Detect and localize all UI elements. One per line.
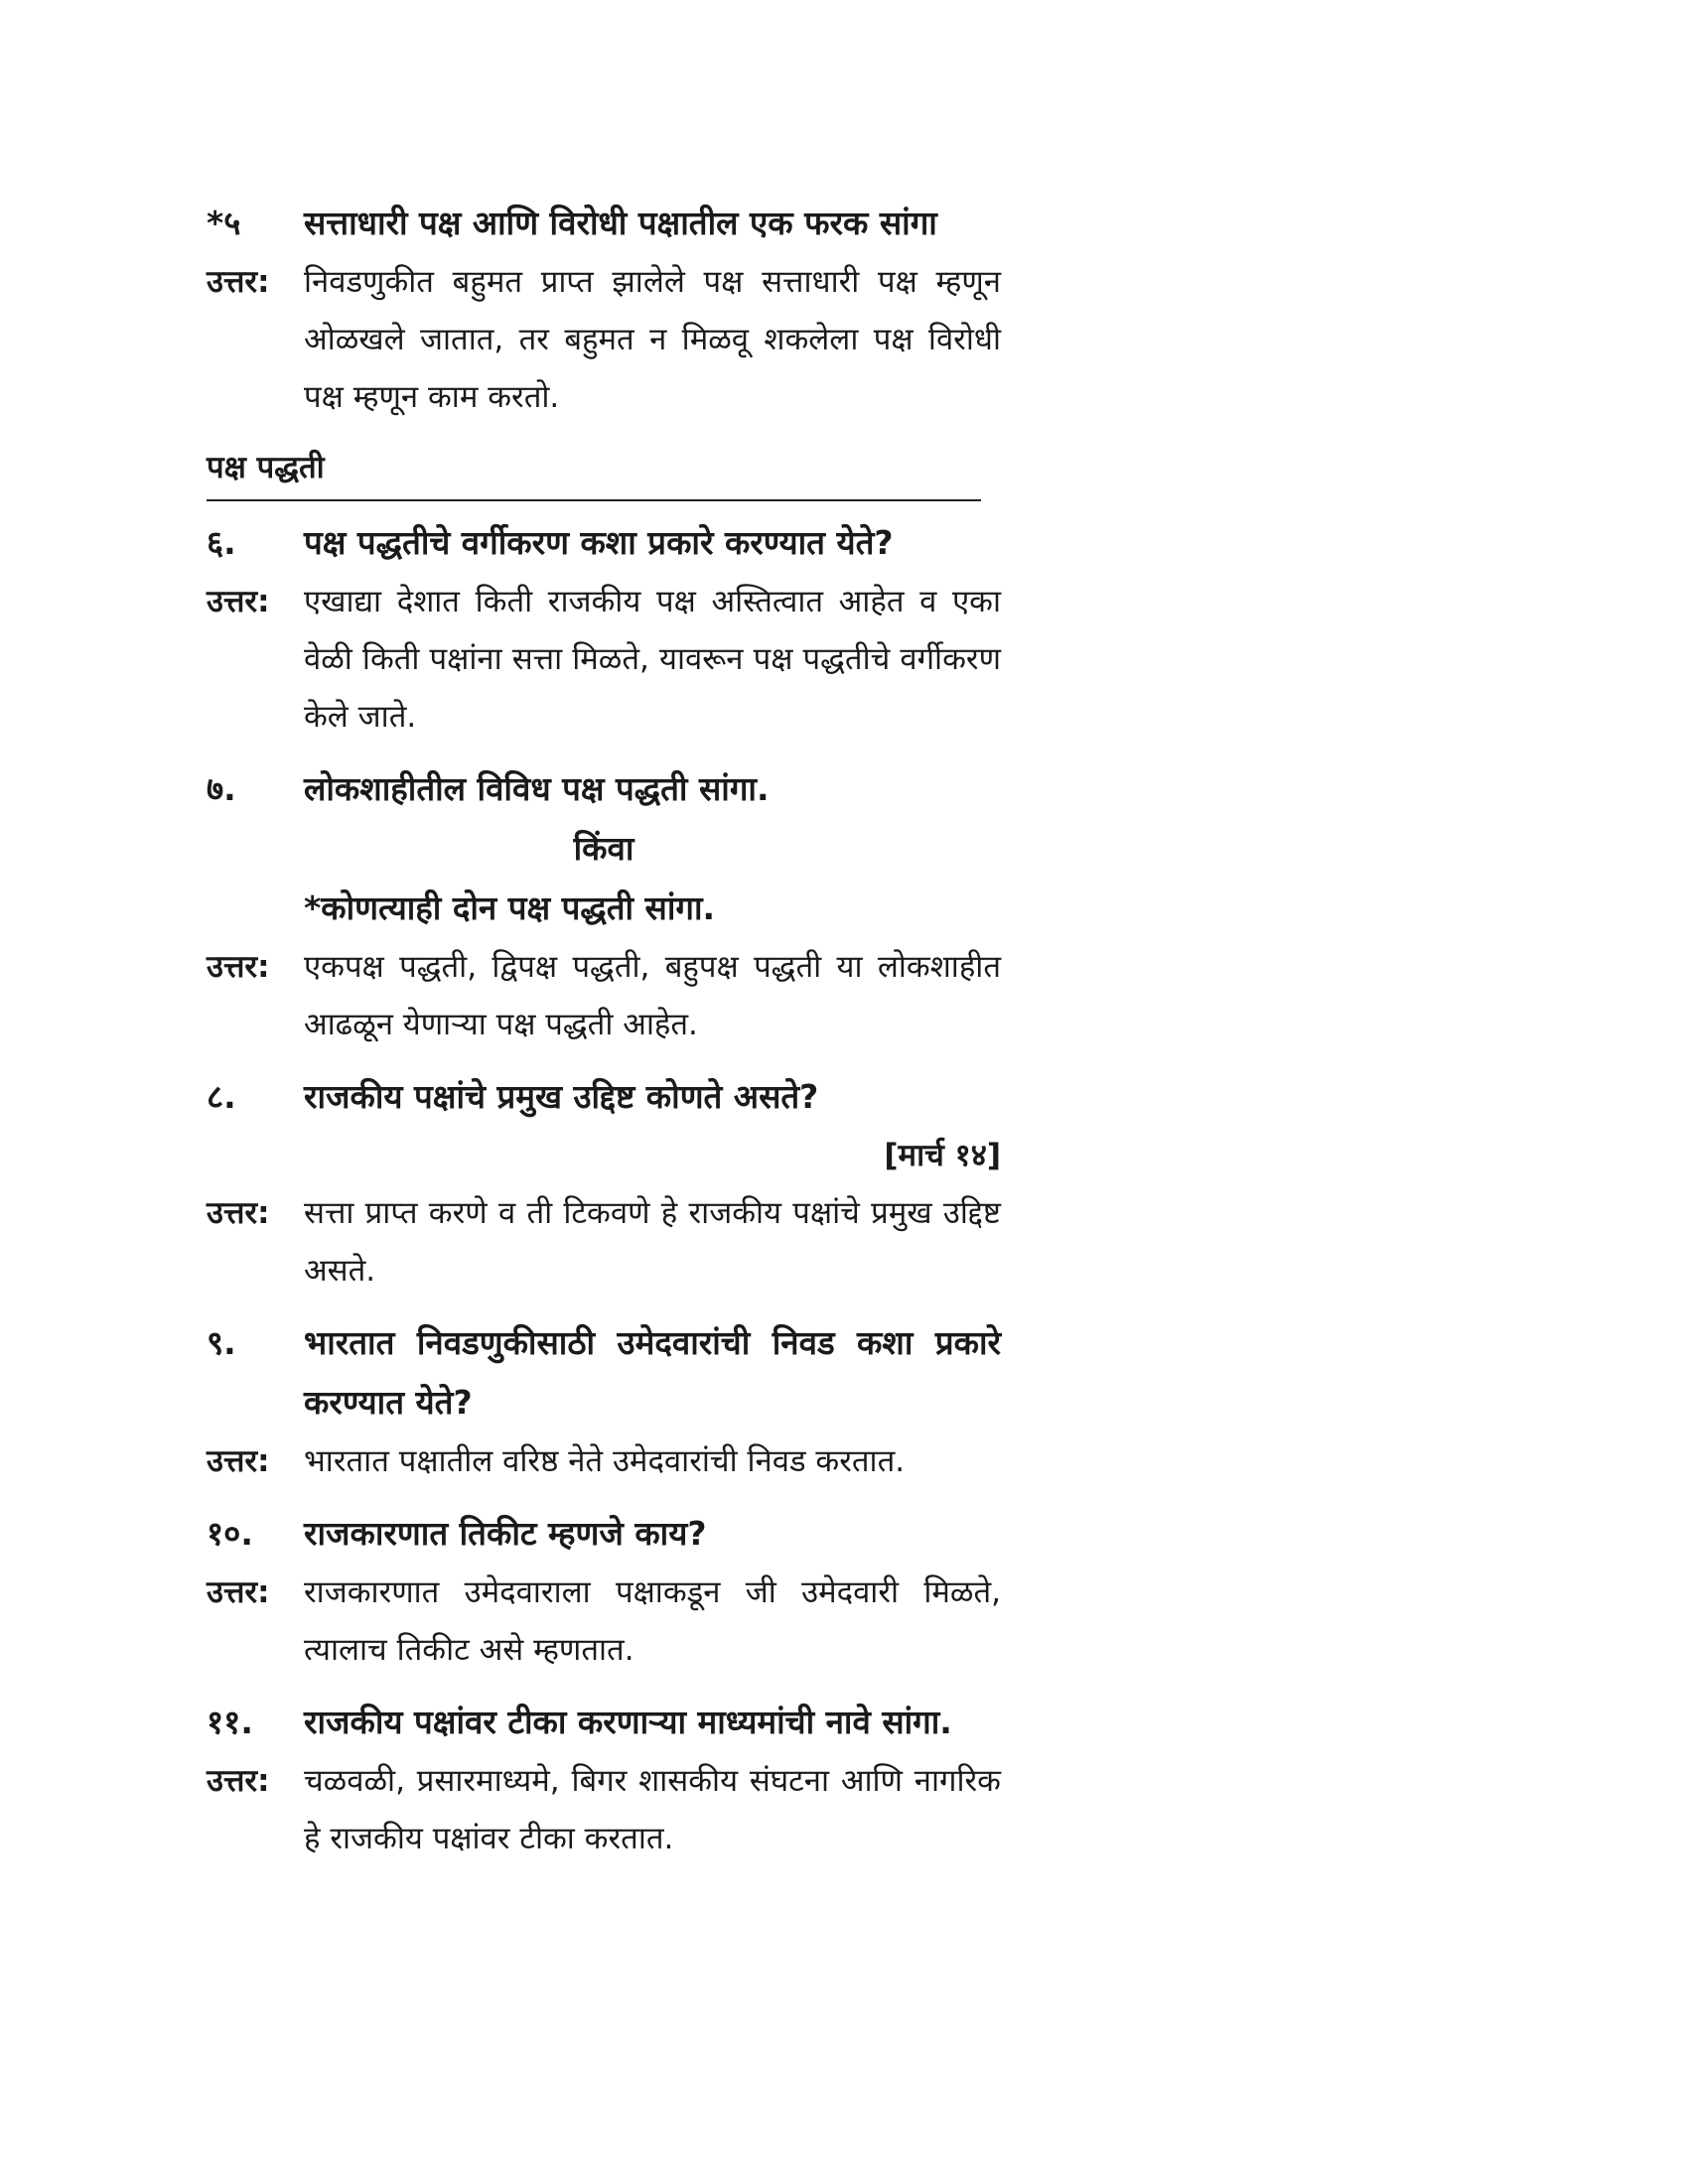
question-text: भारतात निवडणुकीसाठी उमेदवारांची निवड कशा प्रकारे करण्यात येते? xyxy=(304,1323,1001,1422)
question xyxy=(207,194,1001,253)
answer-label: उत्तर: xyxy=(207,264,270,300)
question-text: सत्ताधारी पक्ष आणि विरोधी पक्षातील एक फरक सांगा xyxy=(304,204,937,242)
answer-label: उत्तर: xyxy=(207,1195,270,1231)
question-number: १०. xyxy=(207,1514,253,1553)
question-text: राजकारणात तिकीट म्हणजे काय? xyxy=(304,1514,707,1553)
answer-text: भारतात पक्षातील वरिष्ठ नेते उमेदवारांची निवड करतात. xyxy=(304,1443,906,1479)
qa-block-10 xyxy=(207,1504,1001,1679)
question-number: ९. xyxy=(207,1323,236,1362)
question-number: ७. xyxy=(207,769,236,808)
answer-label: उत्तर: xyxy=(207,584,270,619)
qa-block-8 xyxy=(207,1067,1001,1299)
answer xyxy=(207,573,1001,746)
document-page xyxy=(207,194,1001,1881)
question-text: पक्ष पद्धतीचे वर्गीकरण कशा प्रकारे करण्यात येते? xyxy=(304,523,894,562)
answer-label: उत्तर: xyxy=(207,949,270,985)
answer xyxy=(207,1752,1001,1867)
question-text: राजकीय पक्षांचे प्रमुख उद्दिष्ट कोणते असते? xyxy=(304,1077,819,1116)
answer-text: राजकारणात उमेदवाराला पक्षाकडून जी उमेदवारी मिळते, त्यालाच तिकीट असे म्हणतात. xyxy=(304,1574,1001,1668)
answer-text: चळवळी, प्रसारमाध्यमे, बिगर शासकीय संघटना आणि नागरिक हे राजकीय पक्षांवर टीका करतात. xyxy=(304,1763,1001,1856)
section-divider xyxy=(207,499,981,501)
answer xyxy=(207,1184,1001,1299)
qa-block-7 xyxy=(207,759,1001,1053)
question-number: *५ xyxy=(207,204,241,242)
section-title: पक्ष पद्धती xyxy=(207,450,325,485)
question-text: राजकीय पक्षांवर टीका करणाऱ्या माध्यमांची नावे सांगा. xyxy=(304,1703,952,1741)
alternate-question-text: *कोणत्याही दोन पक्ष पद्धती सांगा. xyxy=(304,888,716,927)
question xyxy=(207,1067,1001,1127)
or-separator: किंवा xyxy=(573,829,634,868)
answer xyxy=(207,1433,1001,1490)
question xyxy=(207,759,1001,819)
question-number: ६. xyxy=(207,523,236,562)
answer xyxy=(207,1564,1001,1679)
question xyxy=(207,1313,1001,1433)
answer-text: एखाद्या देशात किती राजकीय पक्ष अस्तित्वात आहेत व एका वेळी किती पक्षांना सत्ता मिळते, यावरून पक्ष पद्धतीचे वर्गीकरण केले जाते. xyxy=(304,584,1001,735)
answer-label: उत्तर: xyxy=(207,1763,270,1799)
qa-block-9 xyxy=(207,1313,1001,1490)
answer-label: उत्तर: xyxy=(207,1443,270,1479)
question xyxy=(207,1693,1001,1752)
question-number: ८. xyxy=(207,1077,236,1116)
answer-text: सत्ता प्राप्त करणे व ती टिकवणे हे राजकीय पक्षांचे प्रमुख उद्दिष्ट असते. xyxy=(304,1195,1001,1289)
answer-text: एकपक्ष पद्धती, द्विपक्ष पद्धती, बहुपक्ष पद्धती या लोकशाहीत आढळून येणाऱ्या पक्ष पद्धती आहेत. xyxy=(304,949,1001,1042)
question xyxy=(207,513,1001,573)
answer-label: उत्तर: xyxy=(207,1574,270,1610)
exam-reference: [मार्च १४] xyxy=(884,1138,1001,1173)
qa-block-5 xyxy=(207,194,1001,426)
qa-block-11 xyxy=(207,1693,1001,1867)
answer-text: निवडणुकीत बहुमत प्राप्त झालेले पक्ष सत्ताधारी पक्ष म्हणून ओळखले जातात, तर बहुमत न मिळवू शकलेला पक्ष विरोधी पक्ष म्हणून काम करतो. xyxy=(304,264,1001,415)
qa-block-6 xyxy=(207,513,1001,746)
answer xyxy=(207,938,1001,1053)
question-text: लोकशाहीतील विविध पक्ष पद्धती सांगा. xyxy=(304,769,770,808)
question-number: ११. xyxy=(207,1703,253,1741)
question xyxy=(207,1504,1001,1564)
answer xyxy=(207,253,1001,426)
